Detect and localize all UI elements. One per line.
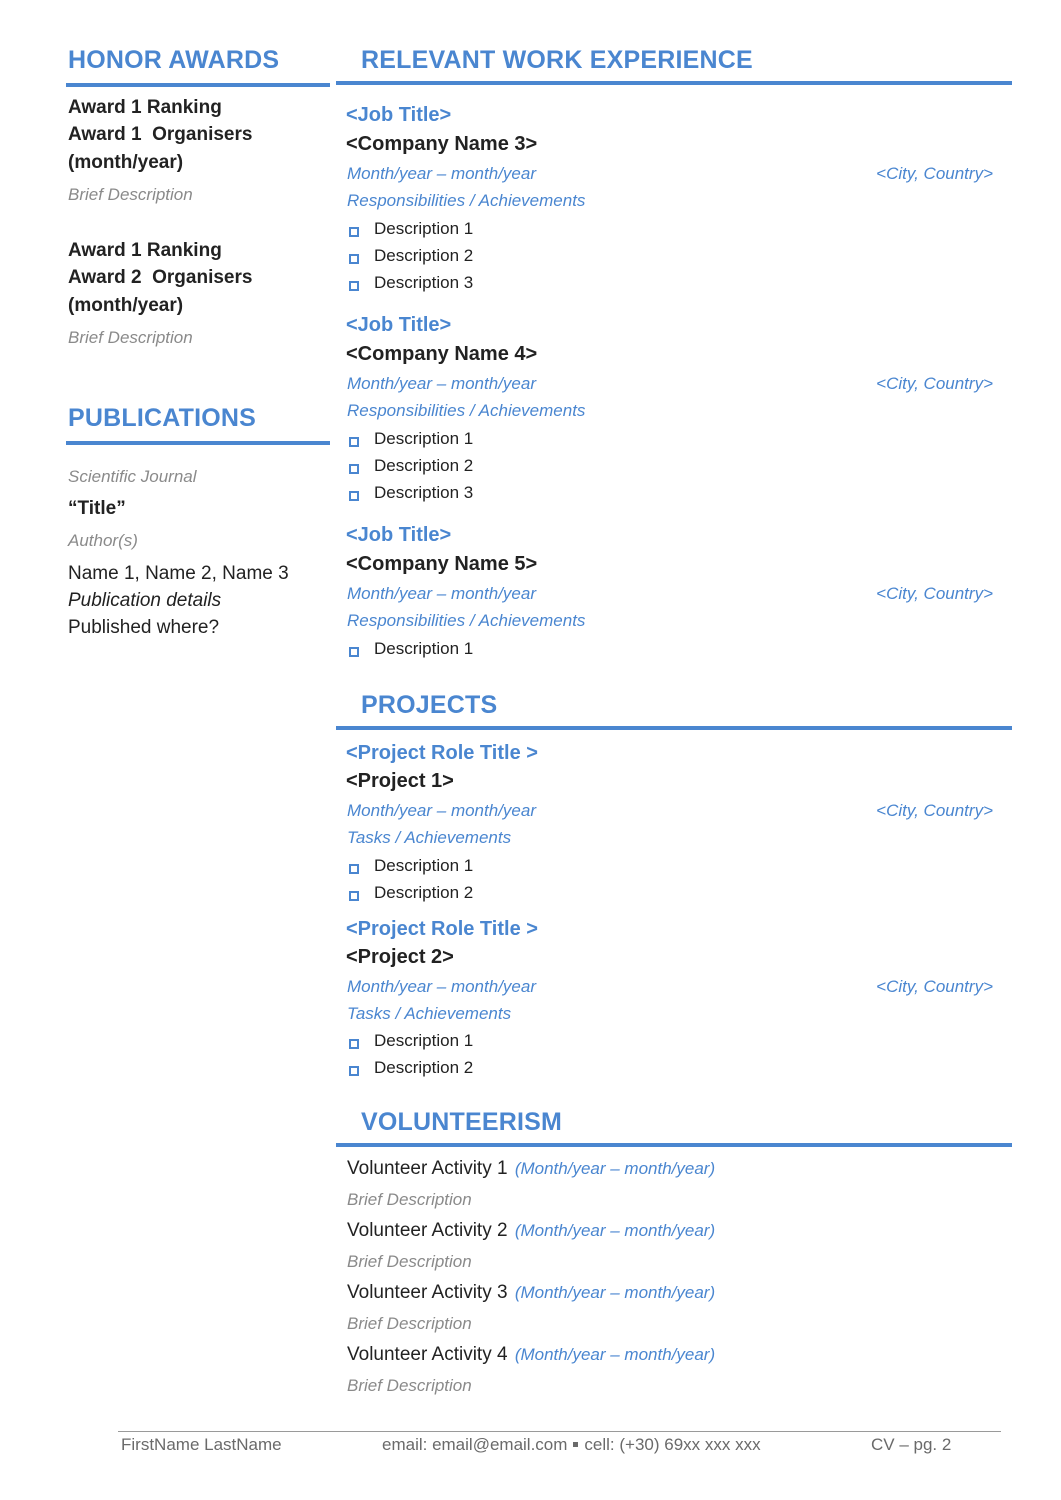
footer-name: FirstName LastName	[121, 1435, 282, 1454]
publication-authors: Name 1, Name 2, Name 3	[68, 563, 289, 584]
award-date: (month/year)	[68, 295, 184, 316]
volunteer-activity	[347, 1220, 715, 1242]
footer-email: email: email@email.com	[382, 1435, 568, 1454]
award-ranking: Award 1 Ranking	[68, 240, 222, 261]
list-item-text: Description 1	[374, 856, 474, 875]
volunteer-description: Brief Description	[347, 1376, 472, 1395]
publication-where: Published where?	[68, 617, 220, 638]
footer-cell: cell: (+30) 69xx xxx xxx	[584, 1435, 761, 1454]
project-dates: Month/year – month/year	[347, 801, 536, 820]
job-title: <Job Title>	[346, 314, 452, 336]
list-item-text: Description 2	[374, 883, 474, 902]
list-item-text: Description 2	[374, 1058, 474, 1077]
award-description: Brief Description	[68, 185, 193, 204]
checkbox-bullet-icon	[349, 254, 359, 264]
square-separator-icon	[573, 1442, 578, 1447]
company-name: <Company Name 4>	[346, 343, 538, 365]
job-dates: Month/year – month/year	[347, 374, 536, 393]
job-title: <Job Title>	[346, 524, 452, 546]
checkbox-bullet-icon	[349, 864, 359, 874]
checkbox-bullet-icon	[349, 227, 359, 237]
volunteer-activity-name: Volunteer Activity 1	[347, 1158, 508, 1179]
list-item-text: Description 1	[374, 1031, 474, 1050]
footer-contact	[382, 1435, 761, 1455]
job-dates: Month/year – month/year	[347, 164, 536, 183]
award-date: (month/year)	[68, 152, 184, 173]
volunteer-activity-name: Volunteer Activity 3	[347, 1282, 508, 1303]
award-organisers: Award 2 Organisers	[68, 267, 253, 288]
checkbox-bullet-icon	[349, 647, 359, 657]
volunteer-activity	[347, 1344, 715, 1366]
list-item-text: Description 1	[374, 429, 474, 448]
list-item-text: Description 3	[374, 483, 474, 502]
checkbox-bullet-icon	[349, 1066, 359, 1076]
work-experience-heading: RELEVANT WORK EXPERIENCE	[361, 46, 753, 74]
publications-rule	[66, 441, 330, 445]
footer-rule	[118, 1431, 1001, 1432]
publication-title: “Title”	[68, 498, 126, 519]
volunteerism-heading: VOLUNTEERISM	[361, 1108, 563, 1136]
job-dates: Month/year – month/year	[347, 584, 536, 603]
checkbox-bullet-icon	[349, 491, 359, 501]
project-role-title: <Project Role Title >	[346, 742, 538, 764]
company-name: <Company Name 3>	[346, 133, 538, 155]
work-experience-rule	[336, 81, 1012, 85]
footer-page-number: CV – pg. 2	[871, 1435, 952, 1454]
job-responsibilities-label: Responsibilities / Achievements	[347, 191, 586, 210]
projects-rule	[336, 726, 1012, 730]
project-role-title: <Project Role Title >	[346, 918, 538, 940]
project-dates: Month/year – month/year	[347, 977, 536, 996]
publications-heading: PUBLICATIONS	[68, 404, 257, 432]
job-responsibilities-label: Responsibilities / Achievements	[347, 611, 586, 630]
volunteer-activity-name: Volunteer Activity 4	[347, 1344, 508, 1365]
company-name: <Company Name 5>	[346, 553, 538, 575]
list-item-text: Description 1	[374, 639, 474, 658]
project-name: <Project 2>	[346, 946, 454, 968]
project-location: <City, Country>	[876, 801, 993, 820]
checkbox-bullet-icon	[349, 464, 359, 474]
job-title: <Job Title>	[346, 104, 452, 126]
list-item-text: Description 2	[374, 456, 474, 475]
job-responsibilities-label: Responsibilities / Achievements	[347, 401, 586, 420]
volunteer-activity-dates: (Month/year – month/year)	[514, 1283, 716, 1302]
list-item-text: Description 2	[374, 246, 474, 265]
volunteer-description: Brief Description	[347, 1190, 472, 1209]
checkbox-bullet-icon	[349, 281, 359, 291]
project-tasks-label: Tasks / Achievements	[347, 828, 512, 847]
award-description: Brief Description	[68, 328, 193, 347]
volunteerism-rule	[336, 1143, 1012, 1147]
volunteer-activity	[347, 1282, 715, 1304]
publication-authors-label: Author(s)	[68, 531, 138, 550]
project-tasks-label: Tasks / Achievements	[347, 1004, 512, 1023]
volunteer-activity	[347, 1158, 715, 1180]
volunteer-activity-dates: (Month/year – month/year)	[514, 1345, 716, 1364]
project-location: <City, Country>	[876, 977, 993, 996]
list-item-text: Description 1	[374, 219, 474, 238]
volunteer-description: Brief Description	[347, 1314, 472, 1333]
list-item-text: Description 3	[374, 273, 474, 292]
checkbox-bullet-icon	[349, 437, 359, 447]
checkbox-bullet-icon	[349, 891, 359, 901]
volunteer-description: Brief Description	[347, 1252, 472, 1271]
volunteer-activity-name: Volunteer Activity 2	[347, 1220, 508, 1241]
job-location: <City, Country>	[876, 374, 993, 393]
project-name: <Project 1>	[346, 770, 454, 792]
honor-awards-heading: HONOR AWARDS	[68, 46, 280, 74]
job-location: <City, Country>	[876, 164, 993, 183]
projects-heading: PROJECTS	[361, 691, 498, 719]
volunteer-activity-dates: (Month/year – month/year)	[514, 1221, 716, 1240]
job-location: <City, Country>	[876, 584, 993, 603]
volunteer-activity-dates: (Month/year – month/year)	[514, 1159, 716, 1178]
honor-awards-rule	[66, 83, 330, 87]
checkbox-bullet-icon	[349, 1039, 359, 1049]
publication-details: Publication details	[68, 590, 222, 611]
award-organisers: Award 1 Organisers	[68, 124, 253, 145]
publication-journal: Scientific Journal	[68, 467, 197, 486]
award-ranking: Award 1 Ranking	[68, 97, 222, 118]
